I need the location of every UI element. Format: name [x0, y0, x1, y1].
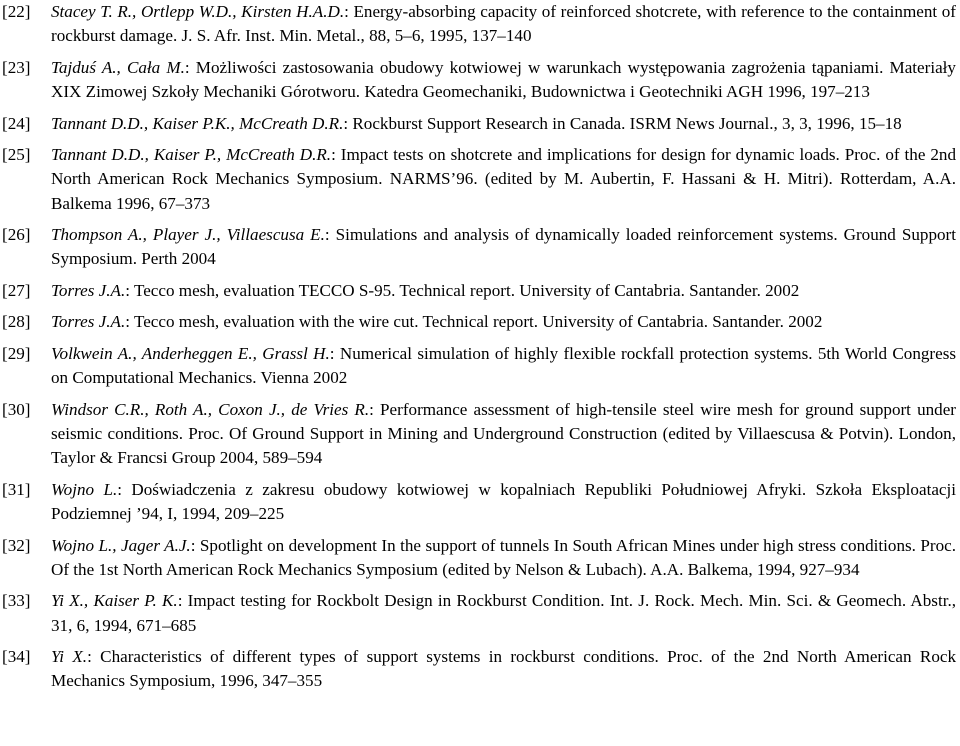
reference-number: [26]	[2, 225, 31, 245]
reference-item	[0, 589, 960, 638]
reference-number: [31]	[2, 479, 31, 499]
reference-details: : Spotlight on development In the support of tunnels In South African Mines under high stress conditions. Proc. Of the 1st North American Rock Mechanics Symposium (edited by Nelson & Lubach). A.A. Balkema, 1994, 927–934	[51, 535, 956, 579]
reference-details: : Rockburst Support Research in Canada. ISRM News Journal., 3, 3, 1996, 15–18	[343, 113, 902, 133]
reference-authors: Torres J.A.	[51, 280, 126, 300]
reference-authors: Tajduś A., Cała M.	[51, 57, 185, 77]
reference-authors: Torres J.A.	[51, 312, 126, 332]
reference-item	[0, 143, 960, 216]
reference-number: [22]	[2, 2, 31, 21]
reference-number: [25]	[2, 145, 31, 165]
reference-authors: Windsor C.R., Roth A., Coxon J., de Vries R.	[51, 399, 370, 419]
reference-authors: Yi X.	[51, 647, 88, 667]
reference-details: : Tecco mesh, evaluation with the wire cut. Technical report. University of Cantabria. Santander. 2002	[125, 312, 823, 332]
reference-authors: Volkwein A., Anderheggen E., Grassl H.	[51, 343, 330, 363]
reference-number: [33]	[2, 591, 31, 611]
reference-number: [28]	[2, 312, 31, 332]
reference-details: : Impact tests on shotcrete and implications for design for dynamic loads. Proc. of the 2nd North American Rock Mechanics Symposium. NARMS’96. (edited by M. Aubertin, F. Hassani & H. Mitri). Rotterdam, A.A. Balkema 1996, 67–373	[51, 145, 956, 213]
reference-item	[0, 398, 960, 471]
reference-details: : Simulations and analysis of dynamically loaded reinforcement systems. Ground Support Symposium. Perth 2004	[51, 225, 956, 269]
reference-number: [34]	[2, 647, 31, 667]
reference-item	[0, 279, 960, 303]
reference-details: : Impact testing for Rockbolt Design in Rockburst Condition. Int. J. Rock. Mech. Min. Sci. & Geomech. Abstr., 31, 6, 1994, 671–685	[51, 591, 957, 635]
reference-number: [30]	[2, 399, 31, 419]
reference-authors: Tannant D.D., Kaiser P.K., McCreath D.R.	[51, 113, 344, 133]
reference-authors: Thompson A., Player J., Villaescusa E.	[51, 225, 325, 245]
reference-details: : Doświadczenia z zakresu obudowy kotwiowej w kopalniach Republiki Południowej Afryki. Szkoła Eksploatacji Podziemnej ’94, I, 1994, 209–225	[51, 479, 956, 524]
reference-number: [32]	[2, 535, 31, 555]
reference-number: [29]	[2, 343, 31, 363]
reference-item	[0, 478, 960, 527]
reference-details: : Energy-absorbing capacity of reinforced shotcrete, with reference to the containment of rockburst damage. J. S. Afr. Inst. Min. Metal., 88, 5–6, 1995, 137–140	[51, 2, 956, 46]
reference-number: [24]	[2, 113, 31, 133]
reference-item	[0, 645, 960, 694]
reference-item	[0, 112, 960, 136]
reference-item	[0, 0, 960, 49]
reference-item	[0, 534, 960, 583]
reference-details: : Tecco mesh, evaluation TECCO S-95. Technical report. University of Cantabria. Santander. 2002	[125, 280, 800, 300]
reference-authors: Stacey T. R., Ortlepp W.D., Kirsten H.A.D.	[51, 2, 345, 21]
reference-item	[0, 342, 960, 391]
reference-authors: Wojno L.	[51, 479, 118, 499]
reference-details: : Możliwości zastosowania obudowy kotwiowej w warunkach występowania zagrożenia tąpaniami. Materiały XIX Zimowej Szkoły Mechaniki Górotworu. Katedra Geomechaniki, Budownictwa i Geotechniki AGH 1996, 197–213	[51, 57, 956, 102]
reference-details: : Characteristics of different types of support systems in rockburst conditions. Proc. of the 2nd North American Rock Mechanics Symposium, 1996, 347–355	[51, 647, 956, 691]
reference-details: : Numerical simulation of highly flexible rockfall protection systems. 5th World Congress on Computational Mechanics. Vienna 2002	[51, 343, 956, 388]
reference-number: [27]	[2, 280, 31, 300]
reference-details: : Performance assessment of high-tensile steel wire mesh for ground support under seismic conditions. Proc. Of Ground Support in Mining and Underground Construction (edited by Villaescusa & Potvin). London, Taylor & Francsi Group 2004, 589–594	[51, 399, 956, 468]
reference-item	[0, 310, 960, 334]
reference-item	[0, 56, 960, 105]
reference-item	[0, 223, 960, 272]
reference-authors: Tannant D.D., Kaiser P., McCreath D.R.	[51, 145, 332, 165]
reference-authors: Yi X., Kaiser P. K.	[51, 591, 178, 611]
reference-authors: Wojno L., Jager A.J.	[51, 535, 191, 555]
reference-number: [23]	[2, 57, 31, 77]
